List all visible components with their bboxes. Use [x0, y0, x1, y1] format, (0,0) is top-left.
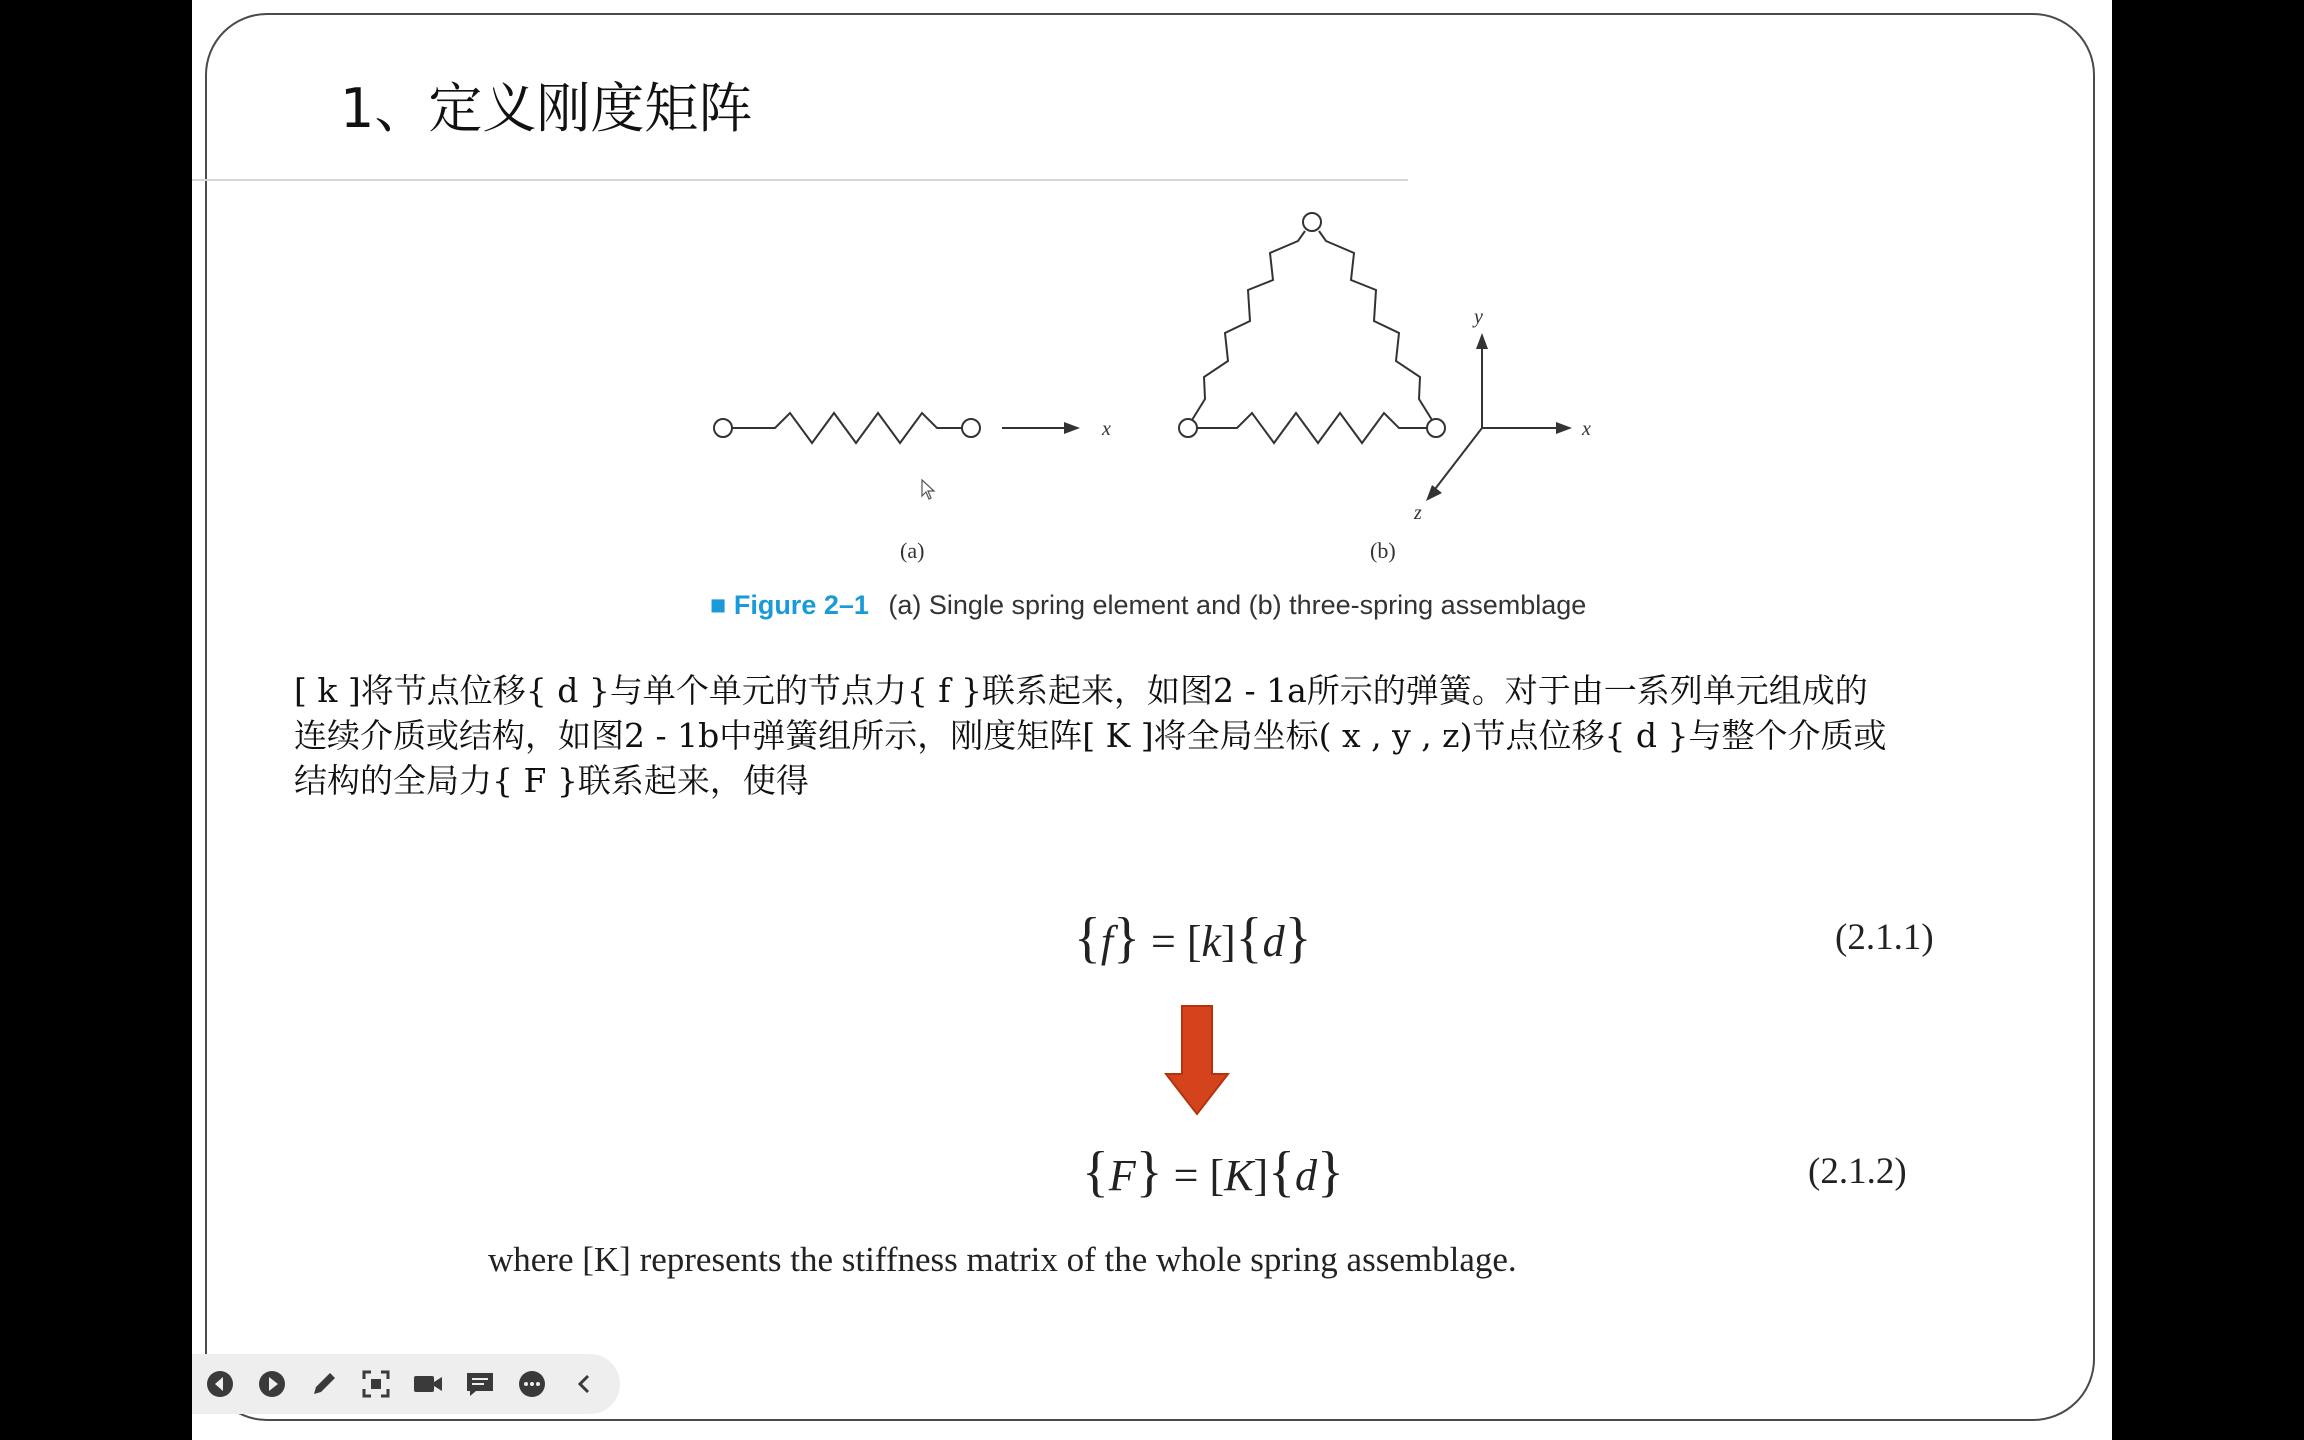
spring-b-left — [1192, 231, 1305, 420]
label-a: (a) — [900, 538, 925, 563]
equation-1: {f} = [k]{d} — [1074, 907, 1312, 969]
figure-caption — [710, 590, 1586, 621]
screenshot-button[interactable] — [356, 1364, 396, 1404]
x-arrow-b-head — [1556, 422, 1572, 434]
axis-x-b-label: x — [1582, 418, 1591, 440]
pen-button[interactable] — [304, 1364, 344, 1404]
body-paragraph — [294, 668, 2044, 803]
label-b: (b) — [1370, 538, 1396, 563]
spring-a — [732, 413, 962, 443]
z-arrow-head — [1426, 485, 1442, 501]
node-a1 — [714, 419, 732, 437]
comment-button[interactable] — [460, 1364, 500, 1404]
stiffness-note: where [K] represents the stiffness matrix of the whole spring assemblage. — [488, 1240, 1517, 1279]
collapse-toolbar-button[interactable] — [564, 1364, 604, 1404]
collapse-icon — [564, 1364, 604, 1404]
video-icon — [408, 1364, 448, 1404]
play-button[interactable] — [252, 1364, 292, 1404]
prev-icon — [200, 1364, 240, 1404]
caption-number: Figure 2–1 — [733, 590, 869, 620]
axis-x-a-label: x — [1102, 418, 1111, 440]
y-arrow-head — [1476, 333, 1488, 349]
caption-text: (a) Single spring element and (b) three-spring assemblage — [888, 590, 1587, 620]
screenshot-icon — [356, 1364, 396, 1404]
title-divider — [192, 179, 1408, 181]
node-b-top — [1303, 213, 1321, 231]
down-arrow-icon — [1162, 1004, 1232, 1116]
paragraph-line-1: [ k ]将节点位移{ d }与单个单元的节点力{ f }联系起来，如图2 - 1a所示的弹簧。对于由一系列单元组成的 — [294, 671, 1868, 710]
node-b-left — [1179, 419, 1197, 437]
play-icon — [252, 1364, 292, 1404]
paragraph-line-3: 结构的全局力{ F }联系起来，使得 — [294, 761, 809, 800]
video-button[interactable] — [408, 1364, 448, 1404]
caption-mark: ■ — [710, 590, 727, 620]
node-b-right — [1427, 419, 1445, 437]
z-axis — [1432, 428, 1482, 493]
pen-icon — [304, 1364, 344, 1404]
more-button[interactable] — [512, 1364, 552, 1404]
prev-button[interactable] — [200, 1364, 240, 1404]
eq1-lhs: f — [1100, 917, 1114, 966]
paragraph-line-2: 连续介质或结构，如图2 - 1b中弹簧组所示，刚度矩阵[ K ]将全局坐标( x , y , z)节点位移{ d }与整个介质或 — [294, 716, 1887, 755]
equation-2-number: (2.1.2) — [1808, 1151, 1907, 1192]
eq1-vector: d — [1262, 917, 1285, 966]
spring-b-bottom — [1197, 413, 1427, 443]
more-icon — [512, 1364, 552, 1404]
spring-b-right — [1319, 231, 1432, 420]
x-arrow-a-head — [1064, 422, 1080, 434]
equation-1-number: (2.1.1) — [1835, 917, 1934, 958]
slide-title: 1、定义刚度矩阵 — [340, 77, 753, 140]
node-a2 — [962, 419, 980, 437]
presentation-toolbar — [192, 1354, 620, 1414]
equation-2: {F} = [K]{d} — [1082, 1141, 1344, 1203]
eq2-matrix: K — [1224, 1151, 1254, 1200]
axis-y-label: y — [1474, 306, 1483, 328]
mouse-cursor-icon — [920, 478, 938, 502]
comment-icon — [460, 1364, 500, 1404]
axis-z-label: z — [1414, 502, 1422, 524]
spring-figure — [690, 205, 1630, 575]
eq2-vector: d — [1295, 1151, 1318, 1200]
eq1-matrix: k — [1201, 917, 1222, 966]
eq2-lhs: F — [1108, 1151, 1136, 1200]
